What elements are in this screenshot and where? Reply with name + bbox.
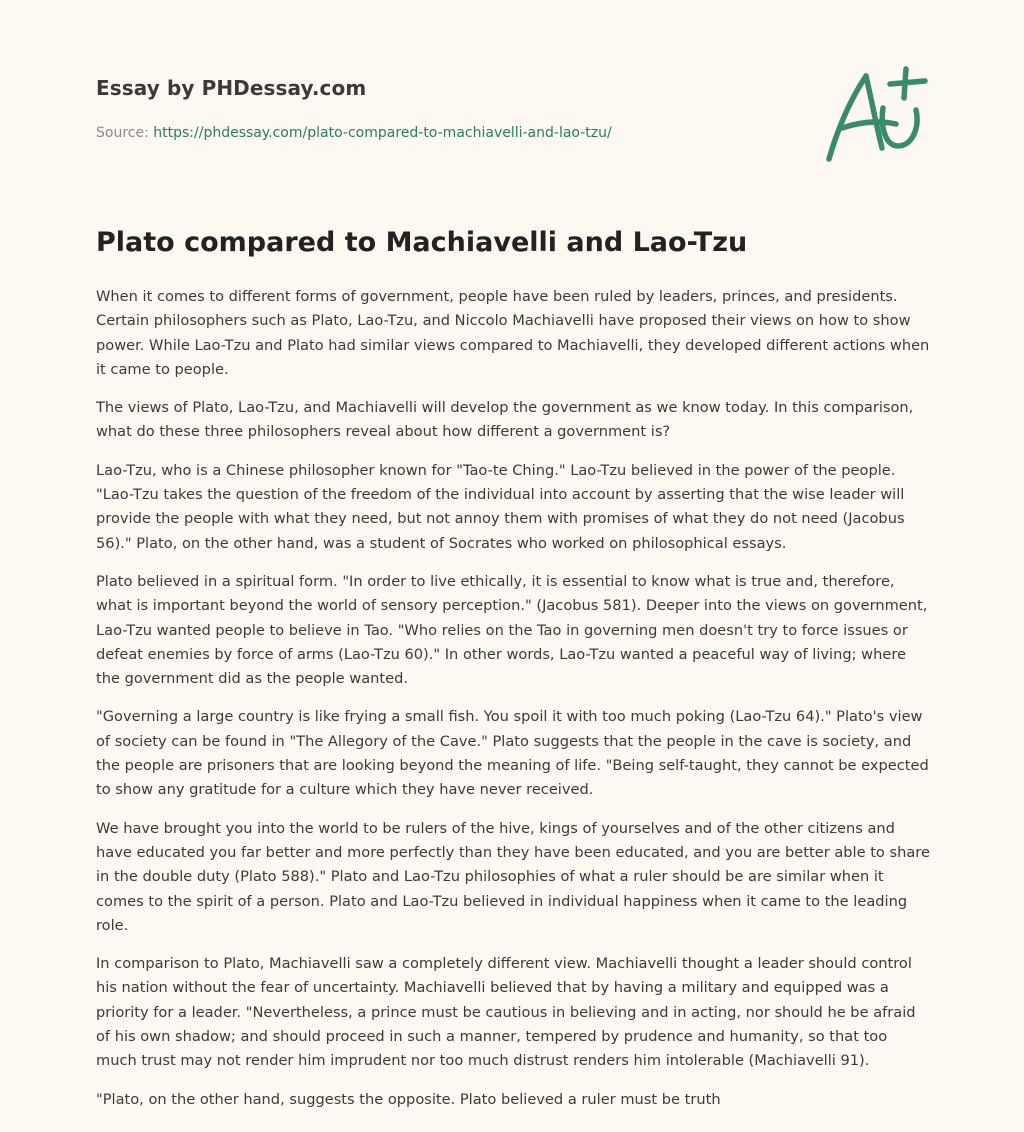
source-label: Source:: [96, 125, 149, 141]
paragraph: When it comes to different forms of government, people have been ruled by leaders, princes, and presidents. Certain philosophers such as Plato, Lao-Tzu, and Niccolo Machiavelli have proposed their views on how to show power. While Lao-Tzu and Plato had similar views compared to Machiavelli, they developed different actions when it came to people.: [96, 288, 930, 378]
paragraph: We have brought you into the world to be rulers of the hive, kings of yourselves and of the other citizens and have educated you far better and more perfectly than they have been educated, and you are better able to share in the double duty (Plato 588)." Plato and Lao-Tzu philosophies of what a ruler should be are similar when it comes to the spirit of a person. Plato and Lao-Tzu believed in individual happiness when it came to the leading role.: [96, 819, 930, 934]
paragraph: Plato believed in a spiritual form. "In order to live ethically, it is essential to know what is true and, therefore, what is important beyond the world of sensory perception." (Jacobus 581). Deeper into the views on government, Lao-Tzu wanted people to believe in Tao. "Who relies on the Tao in governing men doesn't try to force issues or defeat enemies by force of arms (Lao-Tzu 60)." In other words, Lao-Tzu wanted a peaceful way of living; where the government did as the people wanted.: [96, 572, 928, 688]
paragraph: Lao-Tzu, who is a Chinese philosopher known for "Tao-te Ching." Lao-Tzu believed in the power of the people. "Lao-Tzu takes the question of the freedom of the individual into account by asserting that the wise leader will provide the people with what they need, but not annoy them with promises of what they do not need (Jacobus 56)." Plato, on the other hand, was a student of Socrates who worked on philosophical essays.: [96, 461, 905, 552]
article-body: [96, 285, 930, 1126]
article-title: Plato compared to Machiavelli and Lao-Tzu: [96, 227, 748, 258]
paragraph: "Plato, on the other hand, suggests the opposite. Plato believed a ruler must be truth: [96, 1090, 721, 1108]
source-link[interactable]: https://phdessay.com/plato-compared-to-machiavelli-and-lao-tzu/: [153, 125, 612, 141]
a-plus-grade-icon: [820, 66, 932, 166]
site-name: Essay by PHDessay.com: [96, 76, 367, 100]
paragraph: In comparison to Plato, Machiavelli saw a completely different view. Machiavelli thought a leader should control his nation without the fear of uncertainty. Machiavelli believed that by having a military and equipped was a priority for a leader. "Nevertheless, a prince must be cautious in believing and in acting, nor should he be afraid of his own shadow; and should proceed in such a manner, tempered by prudence and humanity, so that too much trust may not render him imprudent nor too much distrust renders him intolerable (Machiavelli 91).: [96, 955, 916, 1070]
paragraph: "Governing a large country is like frying a small fish. You spoil it with too much poking (Lao-Tzu 64)." Plato's view of society can be found in "The Allegory of the Cave." Plato suggests that the people in the cave is society, and the people are prisoners that are looking beyond the meaning of life. "Being self-taught, they cannot be expected to show any gratitude for a culture which they have never received.: [96, 708, 929, 799]
source-line: [96, 125, 612, 141]
paragraph: The views of Plato, Lao-Tzu, and Machiavelli will develop the government as we know today. In this comparison, what do these three philosophers reveal about how different a government is?: [96, 399, 914, 441]
